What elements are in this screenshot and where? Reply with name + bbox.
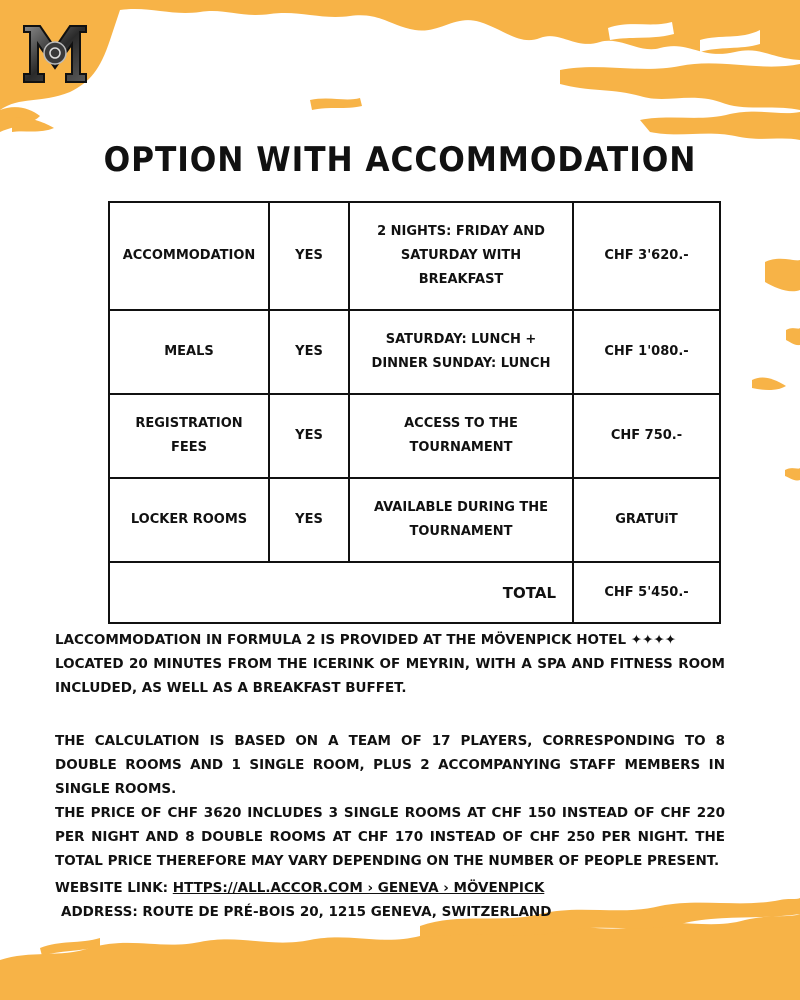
contact-info [55,876,551,924]
m-crest-logo-icon [22,22,88,84]
total-label: TOTAL [109,562,573,623]
price-calculation [55,729,725,873]
hotel-intro-line: LACCOMMODATION IN FORMULA 2 IS PROVIDED AT THE MÖVENPICK HOTEL ✦✦✦✦ [55,632,676,648]
hotel-location-line: LOCATED 20 MINUTES FROM THE ICERINK OF MEYRIN, WITH A SPA AND FITNESS ROOM INCLUDED, AS WELL AS A BREAKFAST BUFFET. [55,656,725,696]
details-cell: SATURDAY: LUNCH + DINNER SUNDAY: LUNCH [349,310,573,394]
website-label: WEBSITE LINK: [55,880,169,896]
table-row [109,478,720,562]
price-breakdown: THE PRICE OF CHF 3620 INCLUDES 3 SINGLE ROOMS AT CHF 150 INSTEAD OF CHF 220 PER NIGHT AND 8 DOUBLE ROOMS AT CHF 170 INSTEAD OF CHF 250 PER NIGHT. THE TOTAL PRICE THEREFORE MAY VARY DEPENDING ON THE NUMBER OF PEOPLE PRESENT. [55,805,725,869]
item-cell: LOCKER ROOMS [109,478,269,562]
calculation-basis: THE CALCULATION IS BASED ON A TEAM OF 17 PLAYERS, CORRESPONDING TO 8 DOUBLE ROOMS AND 1 SINGLE ROOM, PLUS 2 ACCOMPANYING STAFF MEMBERS IN SINGLE ROOMS. [55,733,725,797]
pricing-table [108,201,721,624]
total-price: CHF 5'450.- [573,562,720,623]
details-cell: AVAILABLE DURING THE TOURNAMENT [349,478,573,562]
team-logo [22,22,88,84]
item-cell: ACCOMMODATION [109,202,269,310]
price-cell: CHF 1'080.- [573,310,720,394]
total-row [109,562,720,623]
hotel-description [55,628,725,700]
included-cell: YES [269,478,349,562]
details-cell: 2 NIGHTS: FRIDAY AND SATURDAY WITH BREAKFAST [349,202,573,310]
included-cell: YES [269,310,349,394]
table-row [109,310,720,394]
price-cell: GRATUiT [573,478,720,562]
website-link[interactable]: HTTPS://ALL.ACCOR.COM › GENEVA › MÖVENPICK [172,880,545,896]
table-row [109,394,720,478]
page-title: OPTION WITH ACCOMMODATION [103,140,697,180]
table-row [109,202,720,310]
item-cell: REGISTRATION FEES [109,394,269,478]
price-cell: CHF 3'620.- [573,202,720,310]
address: ADDRESS: ROUTE DE PRÉ-BOIS 20, 1215 GENEVA, SWITZERLAND [61,904,552,920]
price-cell: CHF 750.- [573,394,720,478]
included-cell: YES [269,202,349,310]
details-cell: ACCESS TO THE TOURNAMENT [349,394,573,478]
included-cell: YES [269,394,349,478]
item-cell: MEALS [109,310,269,394]
